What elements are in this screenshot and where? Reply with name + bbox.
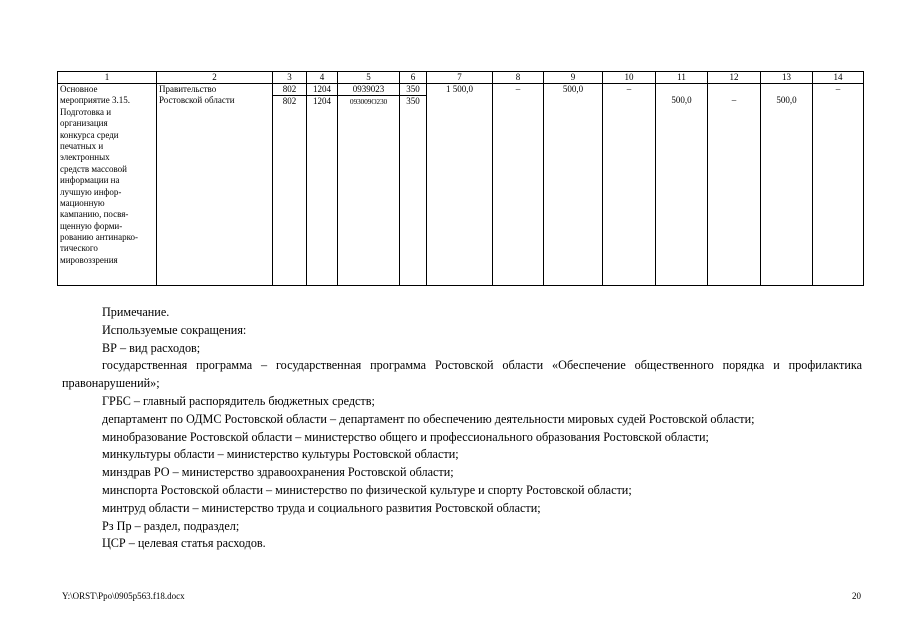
executor-line: Ростовской области — [159, 95, 235, 106]
year-value: 500,0 — [544, 84, 603, 286]
rzpr-value: 1204 — [307, 84, 337, 96]
description-line: мационную — [60, 197, 105, 208]
header-cell: 9 — [544, 72, 603, 84]
note-item: минздрав РО – министерство здравоохранения Ростовской области; — [102, 465, 454, 480]
header-cell: 14 — [813, 72, 864, 84]
vr-cell — [400, 84, 427, 286]
header-cell: 10 — [603, 72, 656, 84]
header-cell: 13 — [761, 72, 813, 84]
header-cell: 4 — [307, 72, 338, 84]
csr-value: 0939023 — [338, 84, 399, 96]
table-row — [58, 84, 864, 286]
header-cell: 7 — [427, 72, 493, 84]
note-item: департамент по ОДМС Ростовской области – департамент по обеспечению деятельности мировых судей Ростовской области; — [102, 411, 755, 426]
header-cell: 5 — [338, 72, 400, 84]
description-line: электронных — [60, 152, 110, 163]
note-item: ЦСР – целевая статья расходов. — [102, 536, 266, 551]
note-item: ВР – вид расходов; — [102, 340, 201, 355]
year-value-text: 500,0 — [776, 95, 797, 106]
note-item: минспорта Ростовской области – министерство по физической культуре и спорту Ростовской области; — [102, 482, 632, 497]
header-cell: 2 — [157, 72, 273, 84]
header-cell: 3 — [273, 72, 307, 84]
note-subtitle: Используемые сокращения: — [102, 322, 247, 337]
header-cell: 6 — [400, 72, 427, 84]
year-value: – — [603, 84, 656, 286]
budget-table — [57, 71, 864, 286]
description-line: Основное — [60, 84, 98, 94]
description-line: организация — [60, 118, 108, 129]
file-path: Y:\ORST\Ppo\0905p563.f18.docx — [62, 591, 185, 601]
grbs-value: 802 — [282, 96, 297, 107]
csr-value: 093009О230 — [349, 97, 388, 107]
total-value: 1 500,0 — [427, 84, 493, 286]
executor-cell — [157, 84, 273, 286]
description-line: печатных и — [60, 140, 104, 151]
note-item: минобразование Ростовской области – министерство общего и профессионального образования Ростовской области; — [102, 429, 709, 444]
notes-section — [62, 304, 862, 553]
description-line: лучшую инфор- — [60, 186, 122, 197]
rzpr-cell — [307, 84, 338, 286]
vr-value: 350 — [400, 84, 426, 96]
description-line: информации на — [60, 175, 120, 186]
description-line: мероприятие 3.15. — [60, 95, 130, 106]
year-value — [761, 84, 813, 286]
page-number: 20 — [852, 591, 861, 601]
year-value — [656, 84, 708, 286]
note-item: Рз Пр – раздел, подраздел; — [102, 518, 240, 533]
note-item: минтруд области – министерство труда и социального развития Ростовской области; — [102, 500, 541, 515]
measure-description-cell — [58, 84, 157, 286]
description-line: щенную форми- — [60, 220, 123, 231]
description-line: конкурса среди — [60, 129, 119, 140]
rzpr-value: 1204 — [313, 96, 331, 107]
header-cell: 8 — [493, 72, 544, 84]
description-line: тического — [60, 243, 98, 254]
table-header-row — [58, 72, 864, 84]
year-value: – — [813, 84, 864, 286]
header-cell: 11 — [656, 72, 708, 84]
vr-value: 350 — [406, 96, 420, 107]
header-cell: 12 — [708, 72, 761, 84]
note-item: минкультуры области – министерство культуры Ростовской области; — [102, 447, 459, 462]
year-value: – — [493, 84, 544, 286]
description-line: Подготовка и — [60, 106, 112, 117]
header-cell: 1 — [58, 72, 157, 84]
year-value-text: 500,0 — [671, 95, 692, 106]
note-item: государственная программа – государственная программа Ростовской области «Обеспечение общественного порядка и профилактика правонарушений»; — [62, 358, 862, 391]
description-line: средств массовой — [60, 163, 127, 174]
year-value — [708, 84, 761, 286]
grbs-cell — [273, 84, 307, 286]
executor-line: Правительство — [159, 84, 217, 94]
note-title: Примечание. — [102, 305, 170, 319]
description-line: рованию антинарко- — [60, 232, 139, 243]
note-item: ГРБС – главный распорядитель бюджетных средств; — [102, 393, 375, 408]
description-line: мировоззрения — [60, 254, 118, 265]
description-line: кампанию, посвя- — [60, 209, 129, 220]
grbs-value: 802 — [273, 84, 306, 96]
year-value-text: – — [731, 95, 737, 106]
csr-cell — [338, 84, 400, 286]
